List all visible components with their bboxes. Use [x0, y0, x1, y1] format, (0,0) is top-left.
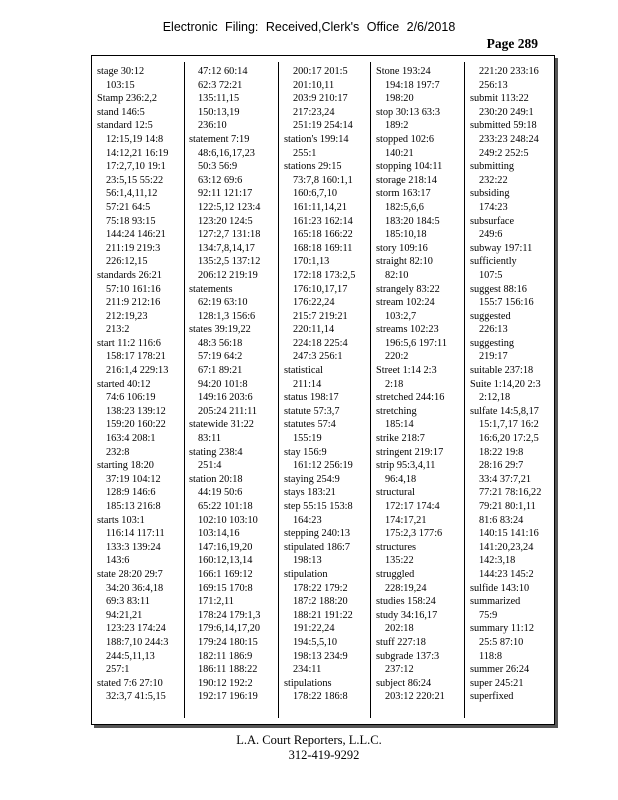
index-entry: storm 163:17 — [376, 188, 431, 200]
index-entry: suggesting — [470, 337, 515, 349]
index-entry: subject 86:24 — [376, 677, 432, 689]
index-column-1 — [97, 65, 181, 704]
index-entry: 196:5,6 197:11 — [385, 337, 447, 349]
index-entry: 63:12 69:6 — [198, 174, 243, 186]
index-entry: 202:18 — [385, 623, 414, 635]
index-column-2 — [189, 65, 273, 704]
index-entry: subgrade 137:3 — [376, 650, 440, 662]
index-entry: 75:9 — [479, 609, 498, 621]
index-entry: 251:4 — [198, 460, 222, 472]
index-entry: 211:9 212:16 — [106, 297, 161, 309]
index-entry: 247:3 256:1 — [293, 351, 343, 363]
index-entry: 34:20 36:4,18 — [106, 582, 164, 594]
index-entry: stuff 227:18 — [376, 636, 426, 648]
index-entry: stipulations — [284, 677, 332, 689]
index-entry: 94:21,21 — [106, 609, 143, 621]
index-entry: 50:3 56:9 — [198, 161, 238, 173]
index-entry: starts 103:1 — [97, 514, 145, 526]
index-entry: starting 18:20 — [97, 460, 154, 472]
index-entry: state 28:20 29:7 — [97, 568, 163, 580]
index-entry: structural — [376, 487, 415, 499]
index-entry: statewide 31:22 — [189, 419, 254, 431]
index-entry: 165:18 166:22 — [293, 229, 353, 241]
column-divider — [278, 62, 279, 718]
index-entry: 144:23 145:2 — [479, 568, 534, 580]
index-entry: station's 199:14 — [284, 133, 349, 145]
index-entry: 203:12 220:21 — [385, 691, 445, 703]
index-entry: 175:2,3 177:6 — [385, 528, 443, 540]
index-entry: summary 11:12 — [470, 623, 534, 635]
index-entry: 171:2,11 — [198, 596, 234, 608]
index-entry: sulfide 143:10 — [470, 582, 530, 594]
index-entry: 47:12 60:14 — [198, 66, 248, 77]
index-entry: 14:12,21 16:19 — [106, 147, 169, 159]
index-entry: superfixed — [470, 691, 514, 703]
index-entry: 128:9 146:6 — [106, 487, 156, 499]
index-entry: stays 183:21 — [284, 487, 336, 499]
index-entry: status 198:17 — [284, 392, 339, 404]
index-entry: stream 102:24 — [376, 297, 435, 309]
index-entry: 185:10,18 — [385, 229, 427, 241]
index-entry: stage 30:12 — [97, 66, 145, 77]
index-entry: suitable 237:18 — [470, 365, 534, 377]
index-entry: subsiding — [470, 188, 510, 200]
index-entry: 2:18 — [385, 378, 404, 390]
index-entry: standards 26:21 — [97, 269, 162, 281]
index-entry: sufficiently — [470, 256, 517, 268]
index-entry: 122:5,12 123:4 — [198, 201, 261, 213]
index-entry: 32:3,7 41:5,15 — [106, 691, 166, 703]
index-entry: 128:1,3 156:6 — [198, 310, 256, 322]
index-entry: 206:12 219:19 — [198, 269, 258, 281]
index-entry: Stamp 236:2,2 — [97, 93, 158, 105]
index-entry: 67:1 89:21 — [198, 365, 243, 377]
index-entry: start 11:2 116:6 — [97, 337, 161, 349]
footer — [0, 733, 618, 763]
index-entry: 236:10 — [198, 120, 227, 132]
index-entry: staying 254:9 — [284, 473, 340, 485]
index-entry: 127:2,7 131:18 — [198, 229, 261, 241]
index-entry: 65:22 101:18 — [198, 501, 253, 512]
index-entry: streams 102:23 — [376, 324, 439, 336]
index-entry: 189:2 — [385, 120, 409, 132]
index-entry: 94:20 101:8 — [198, 378, 248, 390]
index-entry: stating 238:4 — [189, 446, 243, 458]
index-entry: 215:7 219:21 — [293, 310, 348, 322]
index-entry: 178:24 179:1,3 — [198, 609, 261, 621]
court-reporter-phone: 312-419-9292 — [288, 748, 360, 762]
index-entry: 244:5,11,13 — [106, 650, 155, 662]
index-entry: 37:19 104:12 — [106, 473, 161, 485]
index-entry: 141:20,23,24 — [479, 541, 534, 553]
index-entry: 211:19 219:3 — [106, 242, 161, 254]
court-reporter-name: L.A. Court Reporters, L.L.C. — [236, 733, 382, 747]
index-entry: statute 57:3,7 — [284, 405, 340, 417]
index-entry: 140:15 141:16 — [479, 528, 539, 540]
index-entry: 25:5 87:10 — [479, 636, 524, 648]
index-entry: 232:8 — [106, 446, 130, 458]
index-entry: started 40:12 — [97, 378, 151, 390]
index-entry: 138:23 139:12 — [106, 405, 166, 417]
index-entry: 249:2 252:5 — [479, 147, 529, 159]
index-entry: subway 197:11 — [470, 242, 533, 254]
index-entry: 205:24 211:11 — [198, 405, 258, 417]
filing-header: Electronic Filing: Received,Clerk's Office 2/6/2018 — [162, 20, 456, 34]
index-entry: 213:2 — [106, 324, 130, 336]
index-entry: stringent 219:17 — [376, 446, 444, 458]
index-entry: statements — [189, 283, 233, 295]
index-column-3 — [284, 65, 368, 704]
index-entry: 191:22,24 — [293, 623, 335, 635]
index-entry: 169:15 170:8 — [198, 582, 253, 594]
index-entry: 161:11,14,21 — [293, 201, 347, 213]
index-entry: 82:10 — [385, 269, 409, 281]
index-entry: 116:14 117:11 — [106, 528, 165, 540]
index-entry: 230:20 249:1 — [479, 106, 534, 118]
index-entry: 74:6 106:19 — [106, 392, 156, 404]
index-entry: 140:21 — [385, 147, 414, 159]
index-entry: Street 1:14 2:3 — [376, 365, 437, 377]
index-entry: 234:11 — [293, 664, 322, 676]
index-entry: 96:4,18 — [385, 473, 417, 485]
index-entry: 103:14,16 — [198, 528, 240, 540]
index-entry: 33:4 37:7,21 — [479, 473, 532, 485]
index-entry: 150:13,19 — [198, 106, 240, 118]
index-entry: 155:19 — [293, 433, 322, 445]
index-entry: 188:21 191:22 — [293, 609, 353, 621]
index-entry: 18:22 19:8 — [479, 446, 524, 458]
index-entry: 75:18 93:15 — [106, 215, 156, 227]
index-entry: 185:13 216:8 — [106, 501, 161, 512]
index-entry: 183:20 184:5 — [385, 215, 440, 227]
index-entry: 158:17 178:21 — [106, 351, 166, 363]
index-entry: stated 7:6 27:10 — [97, 677, 163, 689]
index-entry: 172:18 173:2,5 — [293, 269, 356, 281]
index-entry: 143:6 — [106, 555, 130, 567]
index-entry: 92:11 121:17 — [198, 188, 253, 200]
index-entry: 103:15 — [106, 79, 135, 91]
index-entry: 133:3 139:24 — [106, 541, 161, 553]
index-entry: standard 12:5 — [97, 120, 153, 132]
index-entry: 201:10,11 — [293, 79, 335, 91]
index-entry: 179:24 180:15 — [198, 636, 258, 648]
index-entry: 220:11,14 — [293, 324, 335, 336]
index-entry: statistical — [284, 365, 323, 377]
index-entry: 161:12 256:19 — [293, 460, 353, 472]
index-entry: stopped 102:6 — [376, 133, 435, 145]
index-entry: 23:5,15 55:22 — [106, 174, 164, 186]
index-entry: 188:7,10 244:3 — [106, 636, 169, 648]
index-entry: struggled — [376, 568, 415, 580]
index-entry: 178:22 186:8 — [293, 691, 348, 703]
index-entry: 147:16,19,20 — [198, 541, 253, 553]
index-entry: 163:4 208:1 — [106, 433, 156, 445]
index-entry: 170:1,13 — [293, 256, 330, 268]
index-entry: 212:19,23 — [106, 310, 148, 322]
index-entry: 69:3 83:11 — [106, 596, 150, 608]
index-entry: stretching — [376, 405, 417, 417]
index-entry: 57:10 161:16 — [106, 283, 161, 295]
index-entry: 79:21 80:1,11 — [479, 501, 536, 512]
index-entry: 185:14 — [385, 419, 414, 431]
index-entry: 62:19 63:10 — [198, 297, 248, 309]
index-entry: strip 95:3,4,11 — [376, 460, 436, 472]
index-entry: 228:19,24 — [385, 582, 427, 594]
index-entry: 178:22 179:2 — [293, 582, 348, 594]
index-entry: 164:23 — [293, 514, 322, 526]
index-entry: 134:7,8,14,17 — [198, 242, 255, 254]
index-entry: 77:21 78:16,22 — [479, 487, 542, 499]
index-entry: 57:21 64:5 — [106, 201, 151, 213]
index-entry: 226:12,15 — [106, 256, 148, 268]
index-entry: stipulated 186:7 — [284, 541, 351, 553]
index-entry: 198:13 — [293, 555, 322, 567]
index-entry: study 34:16,17 — [376, 609, 438, 621]
index-entry: stretched 244:16 — [376, 392, 445, 404]
index-entry: 224:18 225:4 — [293, 337, 348, 349]
index-entry: 221:20 233:16 — [479, 66, 539, 77]
index-entry: 256:13 — [479, 79, 508, 91]
index-entry: 81:6 83:24 — [479, 514, 524, 526]
index-entry: 83:11 — [198, 433, 222, 445]
index-entry: 103:2,7 — [385, 310, 417, 322]
index-entry: 232:22 — [479, 174, 508, 186]
index-entry: strike 218:7 — [376, 433, 425, 445]
index-entry: 211:14 — [293, 378, 322, 390]
index-entry: sulfate 14:5,8,17 — [470, 405, 539, 417]
index-entry: 176:10,17,17 — [293, 283, 348, 295]
index-entry: 56:1,4,11,12 — [106, 188, 158, 200]
index-entry: 118:8 — [479, 650, 503, 662]
index-entry: 194:5,5,10 — [293, 636, 338, 648]
index-entry: 220:2 — [385, 351, 409, 363]
index-entry: 28:16 29:7 — [479, 460, 524, 472]
index-entry: 160:6,7,10 — [293, 188, 338, 200]
index-entry: 73:7,8 160:1,1 — [293, 174, 353, 186]
index-entry: suggested — [470, 310, 511, 322]
index-entry: 168:18 169:11 — [293, 242, 353, 254]
index-entry: statutes 57:4 — [284, 419, 336, 431]
column-divider — [370, 62, 371, 718]
index-entry: 233:23 248:24 — [479, 133, 539, 145]
index-entry: 149:16 203:6 — [198, 392, 253, 404]
page-number: Page 289 — [486, 36, 538, 51]
index-entry: submit 113:22 — [470, 93, 529, 105]
index-entry: suggest 88:16 — [470, 283, 527, 295]
index-entry: 176:22,24 — [293, 297, 335, 309]
index-entry: 179:6,14,17,20 — [198, 623, 261, 635]
index-entry: stand 146:5 — [97, 106, 145, 118]
index-entry: 194:18 197:7 — [385, 79, 440, 91]
index-entry: 160:12,13,14 — [198, 555, 253, 567]
index-entry: step 55:15 153:8 — [284, 501, 353, 512]
index-entry: 135:11,15 — [198, 93, 240, 105]
index-entry: submitted 59:18 — [470, 120, 537, 132]
index-entry: 192:17 196:19 — [198, 691, 258, 703]
index-entry: station 20:18 — [189, 473, 243, 485]
index-entry: story 109:16 — [376, 242, 428, 254]
index-entry: 107:5 — [479, 269, 503, 281]
index-entry: 135:2,5 137:12 — [198, 256, 261, 268]
index-entry: 2:12,18 — [479, 392, 511, 404]
index-column-4 — [376, 65, 460, 704]
index-entry: summer 26:24 — [470, 664, 530, 676]
index-entry: 174:23 — [479, 201, 508, 213]
index-entry: 57:19 64:2 — [198, 351, 243, 363]
index-entry: submitting — [470, 161, 515, 173]
index-entry: 48:6,16,17,23 — [198, 147, 255, 159]
index-entry: 219:17 — [479, 351, 508, 363]
index-entry: storage 218:14 — [376, 174, 437, 186]
index-entry: 44:19 50:6 — [198, 487, 243, 499]
index-column-5 — [470, 65, 554, 704]
index-entry: 16:6,20 17:2,5 — [479, 433, 539, 445]
index-entry: 216:1,4 229:13 — [106, 365, 169, 377]
index-entry: 255:1 — [293, 147, 317, 159]
index-entry: 135:22 — [385, 555, 414, 567]
index-entry: studies 158:24 — [376, 596, 436, 608]
index-entry: 198:13 234:9 — [293, 650, 348, 662]
index-entry: 257:1 — [106, 664, 130, 676]
index-entry: 161:23 162:14 — [293, 215, 353, 227]
index-entry: structures — [376, 541, 417, 553]
index-entry: 237:12 — [385, 664, 414, 676]
index-entry: 203:9 210:17 — [293, 93, 348, 105]
index-entry: 123:20 124:5 — [198, 215, 253, 227]
index-entry: straight 82:10 — [376, 256, 433, 268]
index-entry: 155:7 156:16 — [479, 297, 534, 309]
index-entry: 187:2 188:20 — [293, 596, 348, 608]
index-entry: summarized — [470, 596, 521, 608]
index-entry: 249:6 — [479, 229, 503, 241]
index-entry: states 39:19,22 — [189, 324, 251, 336]
index-entry: Stone 193:24 — [376, 66, 431, 77]
column-divider — [464, 62, 465, 718]
index-entry: 102:10 103:10 — [198, 514, 258, 526]
column-divider — [184, 62, 185, 718]
index-entry: 182:5,6,6 — [385, 201, 424, 213]
index-entry: 12:15,19 14:8 — [106, 133, 164, 145]
index-entry: 251:19 254:14 — [293, 120, 353, 132]
index-panel — [91, 55, 555, 725]
index-entry: 17:2,7,10 19:1 — [106, 161, 166, 173]
index-entry: 172:17 174:4 — [385, 501, 440, 512]
index-entry: stay 156:9 — [284, 446, 327, 458]
index-entry: statement 7:19 — [189, 133, 250, 145]
index-entry: stepping 240:13 — [284, 528, 351, 540]
index-entry: 144:24 146:21 — [106, 229, 166, 241]
index-entry: strangely 83:22 — [376, 283, 440, 295]
index-entry: 226:13 — [479, 324, 508, 336]
index-entry: subsurface — [470, 215, 515, 227]
index-entry: stations 29:15 — [284, 161, 342, 173]
index-entry: 182:11 186:9 — [198, 650, 253, 662]
index-entry: 166:1 169:12 — [198, 568, 253, 580]
index-entry: 142:3,18 — [479, 555, 516, 567]
index-entry: 217:23,24 — [293, 106, 335, 118]
index-entry: stopping 104:11 — [376, 161, 443, 173]
index-entry: stop 30:13 63:3 — [376, 106, 441, 118]
index-entry: Suite 1:14,20 2:3 — [470, 378, 541, 390]
index-entry: 48:3 56:18 — [198, 337, 243, 349]
index-entry: 15:1,7,17 16:2 — [479, 419, 539, 431]
index-entry: 186:11 188:22 — [198, 664, 258, 676]
index-entry: 62:3 72:21 — [198, 79, 243, 91]
index-entry: 159:20 160:22 — [106, 419, 166, 431]
index-entry: 190:12 192:2 — [198, 677, 253, 689]
index-entry: 200:17 201:5 — [293, 66, 348, 77]
index-entry: 198:20 — [385, 93, 414, 105]
index-entry: stipulation — [284, 568, 328, 580]
index-entry: super 245:21 — [470, 677, 524, 689]
index-entry: 123:23 174:24 — [106, 623, 166, 635]
index-entry: 174:17,21 — [385, 514, 427, 526]
